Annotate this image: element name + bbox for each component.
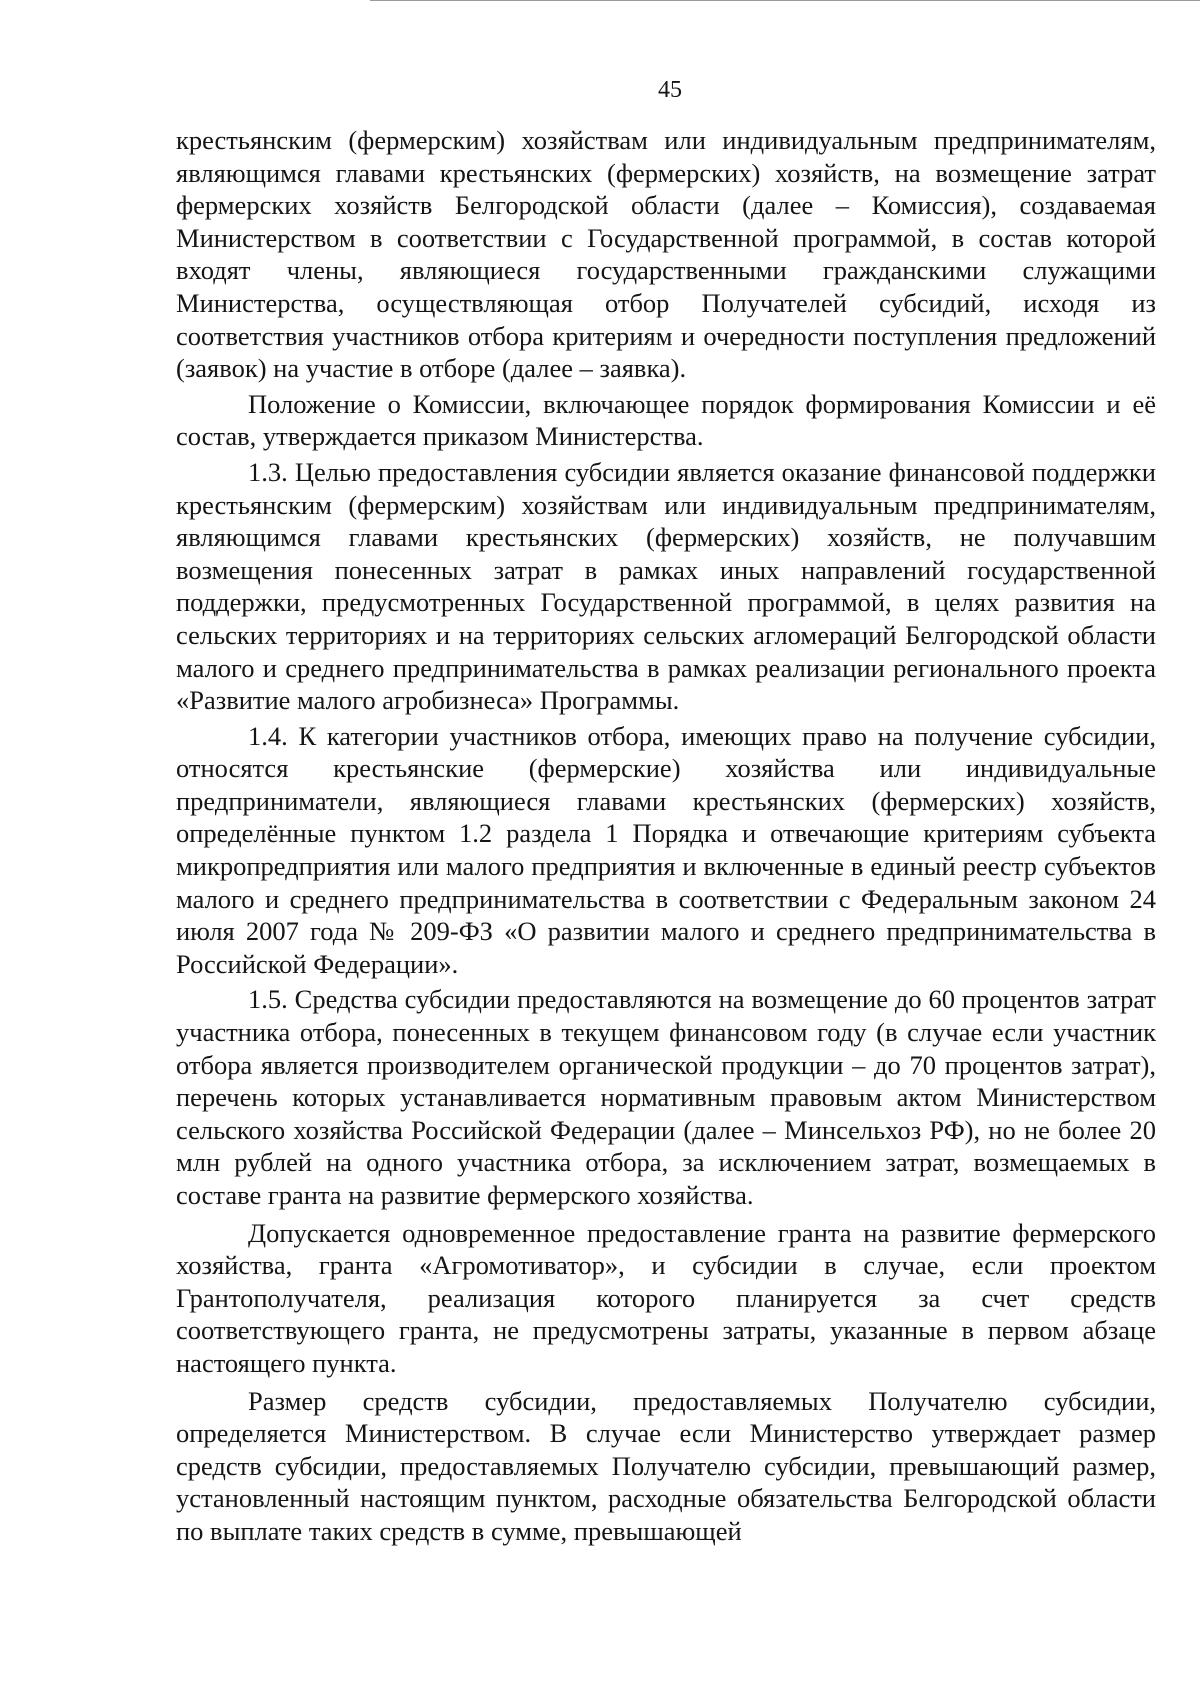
paragraph-1-3-subsidy-purpose: 1.3. Целью предоставления субсидии является оказание финансовой поддержки крестьянским (фермерским) хозяйствам или индивидуальным предпринимателям, являющимся главами крестьянских (фермерских) хозяйств, не получавшим возмещения понесенных затрат в рамках иных направлений государственной поддержки, предусмотренных Государственной программой, в целях развития на сельских территориях и на территориях сельских агломераций Белгородской области малого и среднего предпринимательства в рамках реализации регионального проекта «Развитие малого агробизнеса» Программы.: [176, 456, 1156, 716]
paragraph-commission-regulation: Положение о Комиссии, включающее порядок формирования Комиссии и её состав, утверждается приказом Министерства.: [176, 388, 1156, 452]
paragraph-1-4-participant-categories: 1.4. К категории участников отбора, имеющих право на получение субсидии, относятся крестьянские (фермерские) хозяйства или индивидуальные предприниматели, являющиеся главами крестьянских (фермерских) хозяйств, определённые пунктом 1.2 раздела 1 Порядка и отвечающие критериям субъекта микропредприятия или малого предприятия и включенные в единый реестр субъектов малого и среднего предпринимательства в соответствии с Федеральным законом 24 июля 2007 года № 209-ФЗ «О развитии малого и среднего предпринимательства в Российской Федерации».: [176, 720, 1156, 979]
paragraph-1-5-subsidy-amount: 1.5. Средства субсидии предоставляются на возмещение до 60 процентов затрат участника отбора, понесенных в текущем финансовом году (в случае если участник отбора является производителем органической продукции – до 70 процентов затрат), перечень которых устанавливается нормативным правовым актом Министерством сельского хозяйства Российской Федерации (далее – Минсельхоз РФ), но не более 20 млн рублей на одного участника отбора, за исключением затрат, возмещаемых в составе гранта на развитие фермерского хозяйства.: [176, 984, 1156, 1210]
scan-top-edge-line: [370, 0, 1200, 1]
paragraph-simultaneous-grant: Допускается одновременное предоставление гранта на развитие фермерского хозяйства, гранта «Агромотиватор», и субсидии в случае, если проектом Грантополучателя, реализация которого планируется за счет средств соответствующего гранта, не предусмотрены затраты, указанные в первом абзаце настоящего пункта.: [176, 1217, 1156, 1378]
document-body: [176, 124, 1156, 1548]
paragraph-subsidy-size: Размер средств субсидии, предоставляемых Получателю субсидии, определяется Министерством. В случае если Министерство утверждает размер средств субсидии, предоставляемых Получателю субсидии, превышающий размер, установленный настоящим пунктом, расходные обязательства Белгородской области по выплате таких средств в сумме, превышающей: [176, 1385, 1156, 1546]
paragraph-commission-continuation: крестьянским (фермерским) хозяйствам или индивидуальным предпринимателям, являющимся главами крестьянских (фермерских) хозяйств, на возмещение затрат фермерских хозяйств Белгородской области (далее – Комиссия), создаваемая Министерством в соответствии с Государственной программой, в состав которой входят члены, являющиеся государственными гражданскими служащими Министерства, осуществляющая отбор Получателей субсидий, исходя из соответствия участников отбора критериям и очередности поступления предложений (заявок) на участие в отборе (далее – заявка).: [176, 125, 1156, 384]
page-number: 45: [658, 77, 682, 103]
